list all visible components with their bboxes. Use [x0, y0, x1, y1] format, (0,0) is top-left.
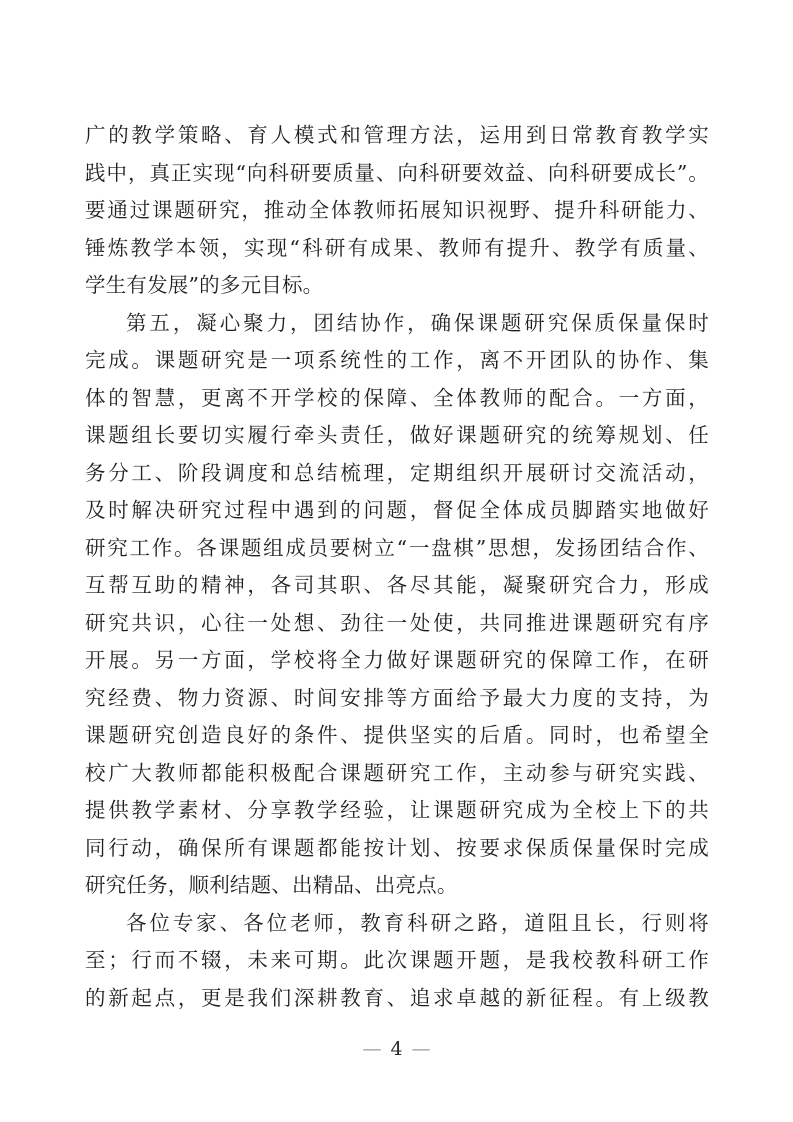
text-line: 要通过课题研究，推动全体教师拓展知识视野、提升科研能力、 [85, 198, 709, 222]
page-footer [0, 1034, 793, 1064]
text-line: 及时解决研究过程中遇到的问题，督促全体成员脚踏实地做好 [85, 498, 709, 522]
footer-dash-left: — [362, 1038, 382, 1060]
document-body [85, 117, 709, 1017]
text-line: 学生有发展”的多元目标。 [85, 273, 324, 297]
text-line: 务分工、阶段调度和总结梳理，定期组织开展研讨交流活动， [85, 460, 709, 485]
text-line: 第五，凝心聚力，团结协作，确保课题研究保质保量保时 [126, 310, 709, 335]
text-line: 校广大教师都能积极配合课题研究工作，主动参与研究实践、 [85, 760, 709, 785]
text-line: 广的教学策略、育人模式和管理方法，运用到日常教育教学实 [85, 123, 709, 147]
text-line: 研究共识，心往一处想、劲往一处使，共同推进课题研究有序 [85, 610, 709, 635]
text-line: 开展。另一方面，学校将全力做好课题研究的保障工作，在研 [85, 648, 709, 672]
text-line: 体的智慧，更离不开学校的保障、全体教师的配合。一方面， [85, 385, 709, 410]
text-line: 同行动，确保所有课题都能按计划、按要求保质保量保时完成 [85, 835, 709, 860]
text-line: 提供教学素材、分享教学经验，让课题研究成为全校上下的共 [85, 798, 709, 822]
text-line: 的新起点，更是我们深耕教育、追求卓越的新征程。有上级教 [85, 985, 709, 1010]
paragraph [85, 905, 709, 1018]
page-number: 4 [390, 1038, 403, 1060]
text-line: 至；行而不辍，未来可期。此次课题开题，是我校教科研工作 [85, 948, 709, 972]
footer-dash-right: — [411, 1038, 431, 1060]
text-line: 究经费、物力资源、时间安排等方面给予最大力度的支持，为 [85, 685, 709, 710]
text-line: 研究工作。各课题组成员要树立“一盘棋”思想，发扬团结合作、 [85, 535, 709, 560]
text-line: 互帮互助的精神，各司其职、各尽其能，凝聚研究合力，形成 [85, 573, 709, 597]
text-line: 课题组长要切实履行牵头责任，做好课题研究的统筹规划、任 [85, 423, 709, 447]
text-line: 研究任务，顺利结题、出精品、出亮点。 [85, 873, 458, 897]
text-line: 完成。课题研究是一项系统性的工作，离不开团队的协作、集 [85, 348, 709, 372]
paragraph [85, 305, 709, 905]
text-line: 锤炼教学本领，实现“科研有成果、教师有提升、教学有质量、 [85, 235, 709, 260]
paragraph [85, 117, 709, 305]
text-line: 课题研究创造良好的条件、提供坚实的后盾。同时，也希望全 [85, 723, 709, 747]
text-line: 践中，真正实现“向科研要质量、向科研要效益、向科研要成长”。 [85, 160, 709, 185]
text-line: 各位专家、各位老师，教育科研之路，道阻且长，行则将 [126, 910, 709, 935]
